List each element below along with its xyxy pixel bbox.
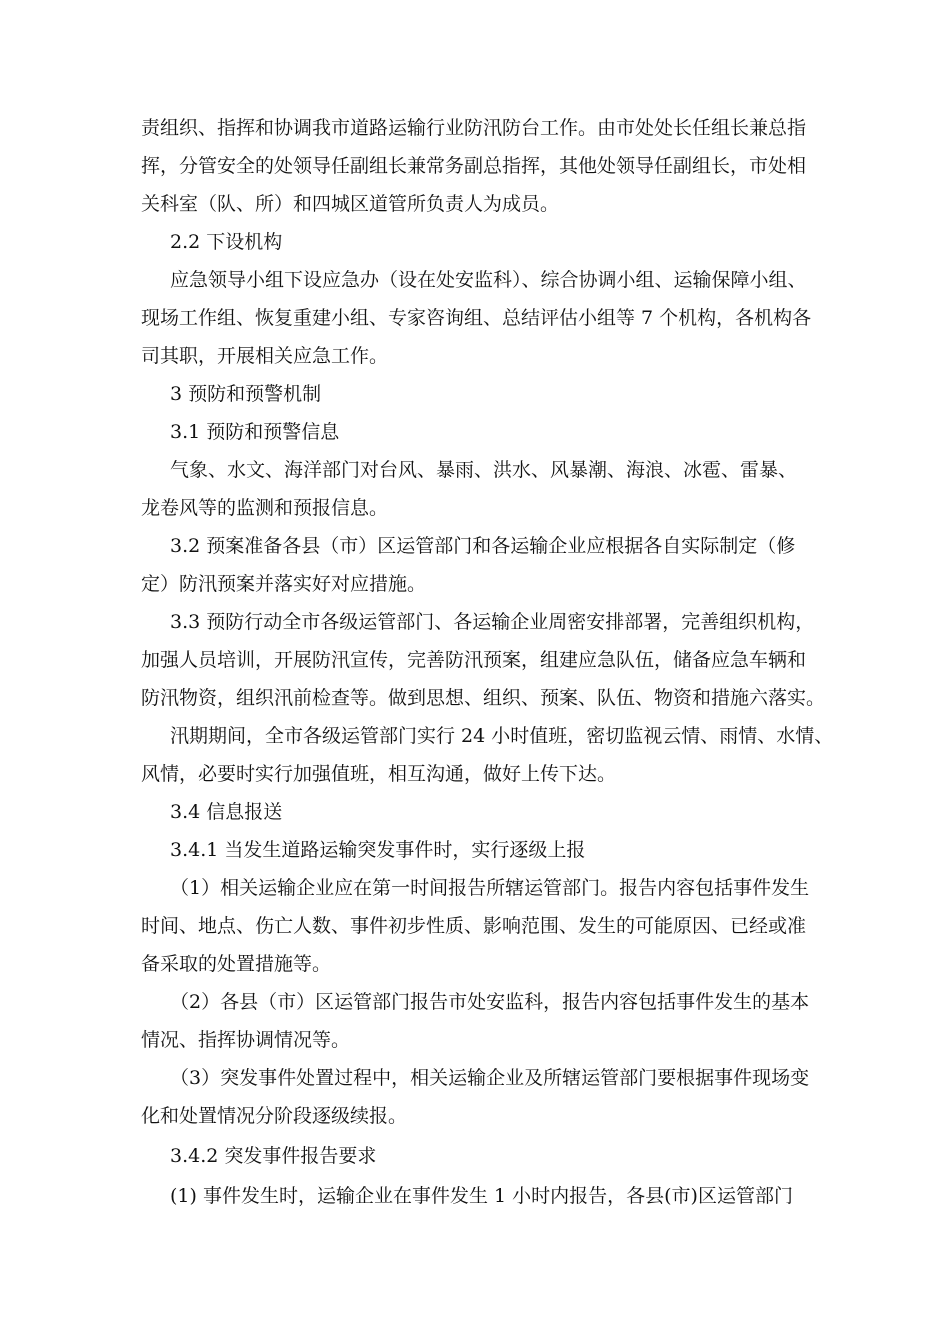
- paragraph-line: 风情，必要时实行加强值班，相互沟通，做好上传下达。: [141, 763, 617, 785]
- section-heading: 3.4 信息报送: [170, 801, 283, 823]
- paragraph-line: （3）突发事件处置过程中，相关运输企业及所辖运管部门要根据事件现场变: [170, 1067, 810, 1089]
- paragraph-line: 挥，分管安全的处领导任副组长兼常务副总指挥，其他处领导任副组长，市处相: [141, 155, 807, 177]
- section-heading: 3.4.2 突发事件报告要求: [170, 1145, 377, 1167]
- paragraph-line: 责组织、指挥和协调我市道路运输行业防汛防台工作。由市处处长任组长兼总指: [141, 117, 807, 139]
- paragraph-line: 3.2 预案准备各县（市）区运管部门和各运输企业应根据各自实际制定（修: [170, 535, 796, 557]
- paragraph-line: (1) 事件发生时，运输企业在事件发生 1 小时内报告，各县(市)区运管部门: [170, 1185, 793, 1207]
- section-heading: 3.1 预防和预警信息: [170, 421, 340, 443]
- section-heading: 3.4.1 当发生道路运输突发事件时，实行逐级上报: [170, 839, 586, 861]
- section-heading: 3 预防和预警机制: [170, 383, 322, 405]
- paragraph-line: 汛期期间，全市各级运管部门实行 24 小时值班，密切监视云情、雨情、水情、: [170, 725, 834, 747]
- section-heading: 2.2 下设机构: [170, 231, 283, 253]
- paragraph-line: （1）相关运输企业应在第一时间报告所辖运管部门。报告内容包括事件发生: [170, 877, 810, 899]
- paragraph-line: 3.3 预防行动全市各级运管部门、各运输企业周密安排部署，完善组织机构，: [170, 611, 815, 633]
- paragraph-line: 定）防汛预案并落实好对应措施。: [141, 573, 427, 595]
- paragraph-line: 现场工作组、恢复重建小组、专家咨询组、总结评估小组等 7 个机构，各机构各: [141, 307, 812, 329]
- paragraph-line: 龙卷风等的监测和预报信息。: [141, 497, 389, 519]
- paragraph-line: 时间、地点、伤亡人数、事件初步性质、影响范围、发生的可能原因、已经或准: [141, 915, 807, 937]
- paragraph-line: 气象、水文、海洋部门对台风、暴雨、洪水、风暴潮、海浪、冰雹、雷暴、: [170, 459, 798, 481]
- paragraph-line: （2）各县（市）区运管部门报告市处安监科，报告内容包括事件发生的基本: [170, 991, 810, 1013]
- paragraph-line: 化和处置情况分阶段逐级续报。: [141, 1105, 408, 1127]
- paragraph-line: 应急领导小组下设应急办（设在处安监科）、综合协调小组、运输保障小组、: [170, 269, 807, 291]
- paragraph-line: 备采取的处置措施等。: [141, 953, 332, 975]
- paragraph-line: 关科室（队、所）和四城区道管所负责人为成员。: [141, 193, 560, 215]
- paragraph-line: 防汛物资，组织汛前检查等。做到思想、组织、预案、队伍、物资和措施六落实。: [141, 687, 826, 709]
- paragraph-line: 司其职，开展相关应急工作。: [141, 345, 389, 367]
- paragraph-line: 情况、指挥协调情况等。: [141, 1029, 351, 1051]
- paragraph-line: 加强人员培训，开展防汛宣传，完善防汛预案，组建应急队伍，储备应急车辆和: [141, 649, 807, 671]
